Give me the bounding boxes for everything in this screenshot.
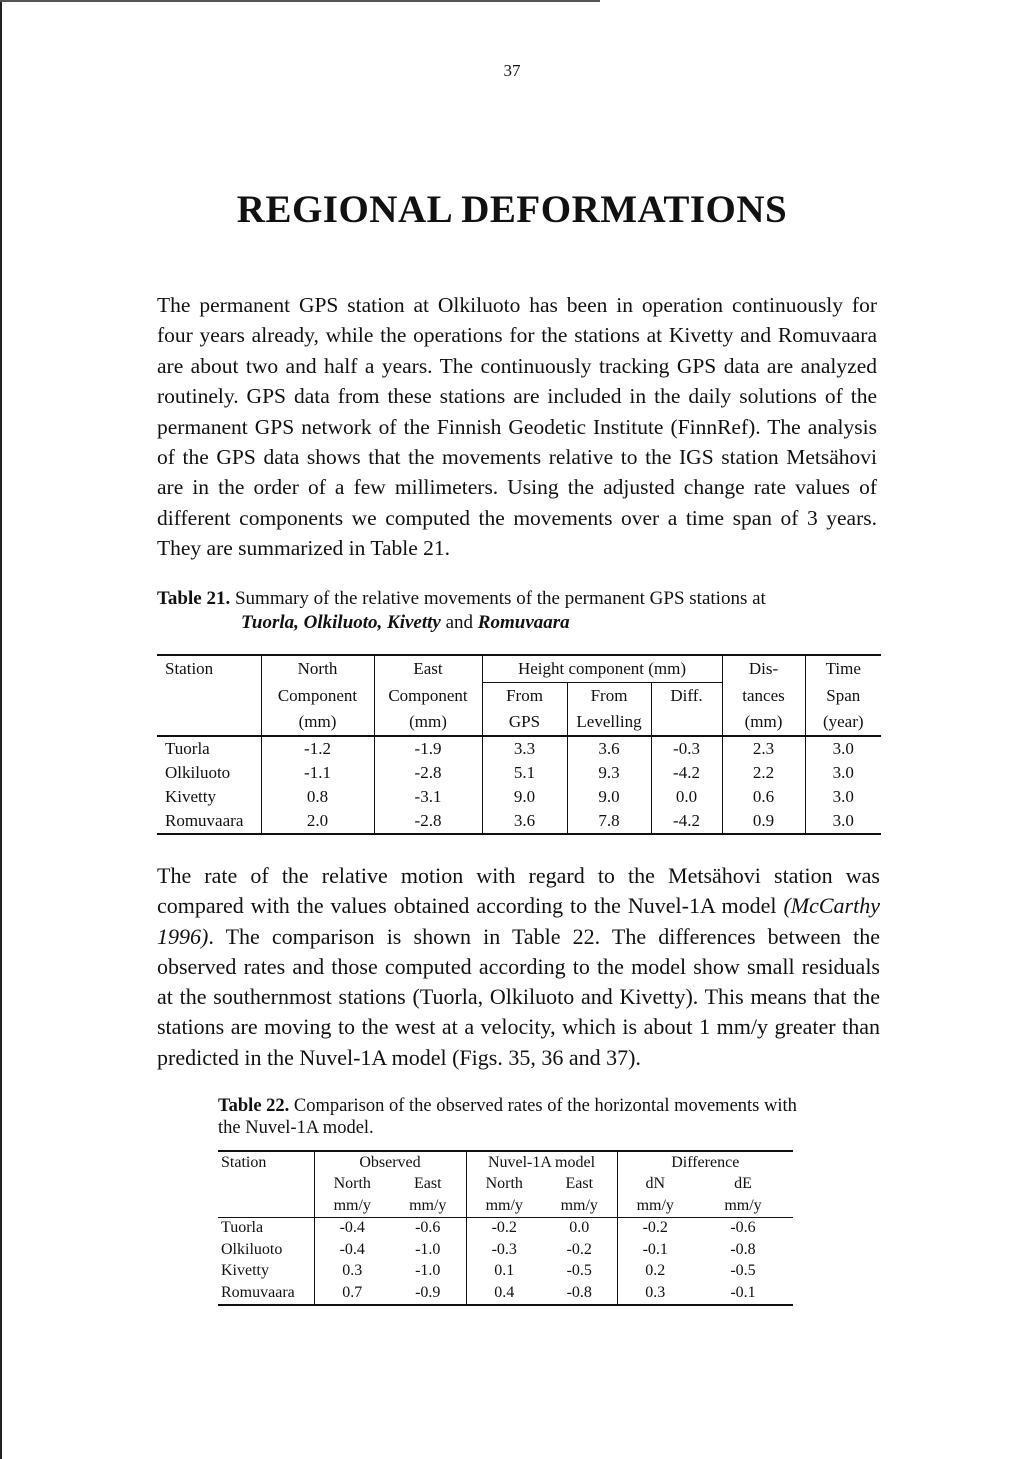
t21-h-time-3: (year) xyxy=(805,709,881,736)
t21-distances: 2.3 xyxy=(722,736,805,761)
t21-h-gps-1: From xyxy=(482,683,567,710)
table21-caption-stations: Tuorla, Olkiluoto, Kivetty xyxy=(241,612,441,633)
t22-de: -0.1 xyxy=(693,1282,793,1305)
t22-h-nuvel: Nuvel-1A model xyxy=(466,1151,617,1174)
page-number: 37 xyxy=(503,61,521,80)
t21-north: 2.0 xyxy=(261,809,374,834)
t21-time-span: 3.0 xyxy=(832,763,854,782)
paragraph2-text-b: . The comparison is shown in Table 22. The differences between the observed rates and those computed according to the model show small residuals at the southernmost stations (Tuorla, Olkiluoto and Kivetty). This means that the stations are moving to the west at a velocity, which is about 1 mm/y greater than predicted in the Nuvel-1A model (Figs. 35, 36 and 37). xyxy=(157,923,880,1070)
t22-station: Romuvaara xyxy=(218,1282,314,1305)
table21-caption-text: Summary of the relative movements of the permanent GPS stations at xyxy=(234,588,766,609)
t21-h-time-2: Span xyxy=(826,685,861,705)
t22-h-unit: mm/y xyxy=(314,1195,390,1217)
t21-levelling: 3.6 xyxy=(567,736,651,761)
t22-mod-east: -0.5 xyxy=(542,1261,617,1283)
t22-mod-north: 0.4 xyxy=(466,1282,542,1305)
table21-header-row xyxy=(157,683,881,710)
t21-levelling: 7.8 xyxy=(567,809,651,834)
table-row xyxy=(157,761,881,785)
t21-levelling: 9.3 xyxy=(567,761,651,785)
t22-mod-north: -0.3 xyxy=(491,1240,517,1258)
table21-header-row xyxy=(157,709,881,736)
t22-obs-east: -1.0 xyxy=(390,1239,466,1261)
t22-obs-east: -0.6 xyxy=(390,1217,466,1239)
section-title: REGIONAL DEFORMATIONS xyxy=(236,188,788,231)
t22-h-de: dE xyxy=(734,1175,752,1193)
t22-de: -0.6 xyxy=(730,1219,756,1237)
t22-h-difference: Difference xyxy=(617,1151,793,1174)
t22-h-mod-north: North xyxy=(485,1175,523,1193)
t21-h-station: Station xyxy=(157,655,261,683)
t22-dn: -0.2 xyxy=(642,1219,668,1237)
table22-caption-text: Comparison of the observed rates of the horizontal movements with the Nuvel-1A model. xyxy=(218,1096,797,1138)
t22-h-mod-east: East xyxy=(542,1174,617,1196)
t22-h-unit: mm/y xyxy=(390,1195,466,1217)
table22-caption xyxy=(218,1095,818,1139)
t22-mod-east: -0.8 xyxy=(542,1282,617,1305)
t21-time-span: 3.0 xyxy=(832,787,854,806)
t22-mod-east: 0.0 xyxy=(542,1217,617,1239)
t21-h-north-1: North xyxy=(261,655,374,683)
paragraph-intro: The permanent GPS station at Olkiluoto has been in operation continuously for four years already, while the operations for the stations at Kivetty and Romuvaara are about two and half a years. The continuously tracking GPS data are analyzed routinely. GPS data from these stations are included in the daily solutions of the permanent GPS network of the Finnish Geodetic Institute (FinnRef). The analysis of the GPS data shows that the movements relative to the IGS station Metsähovi are in the order of a few millimeters. Using the adjusted change rate values of different components we computed the movements over a time span of 3 years. They are summarized in Table 21. xyxy=(157,293,877,561)
t21-east: -2.8 xyxy=(374,809,482,834)
table-row xyxy=(218,1239,793,1261)
t21-north: 0.8 xyxy=(261,785,374,809)
t21-station: Tuorla xyxy=(157,736,261,761)
t21-diff: 0.0 xyxy=(651,785,722,809)
table21-caption-line2 xyxy=(157,611,857,635)
t21-station: Olkiluoto xyxy=(157,761,261,785)
t22-h-obs-east: East xyxy=(390,1174,466,1196)
t21-h-diff: Diff. xyxy=(651,683,722,710)
table21-header-row xyxy=(157,655,881,683)
t22-de: -0.8 xyxy=(730,1240,756,1258)
table21-caption-last: Romuvaara xyxy=(477,612,570,633)
table21-caption xyxy=(157,587,857,635)
t21-distances: 0.6 xyxy=(722,785,805,809)
t21-time-span: 3.0 xyxy=(805,809,881,834)
t21-gps: 3.6 xyxy=(482,809,567,834)
table22-header-row xyxy=(218,1151,793,1174)
t22-h-obs-north: North xyxy=(333,1175,371,1193)
t21-north: -1.1 xyxy=(261,761,374,785)
t22-obs-north: 0.3 xyxy=(342,1262,363,1280)
t22-station: Kivetty xyxy=(218,1261,314,1283)
t21-h-distances-1: Dis- xyxy=(722,655,805,683)
t21-levelling: 9.0 xyxy=(567,785,651,809)
t21-h-north-2: Component xyxy=(261,683,374,710)
t22-h-observed: Observed xyxy=(314,1151,466,1174)
t21-h-time-1: Time xyxy=(805,655,881,683)
scan-edge-top xyxy=(0,0,600,2)
table-row xyxy=(218,1282,793,1305)
t22-h-unit: mm/y xyxy=(693,1195,793,1217)
t22-h-dn: dN xyxy=(645,1175,666,1193)
t22-h-unit: mm/y xyxy=(617,1195,693,1217)
t21-distances: 0.9 xyxy=(722,809,805,834)
table21-caption-and: and xyxy=(445,612,474,633)
table-row xyxy=(157,785,881,809)
t21-diff: -4.2 xyxy=(651,809,722,834)
t22-obs-north: -0.4 xyxy=(339,1240,365,1258)
t21-h-height: Height component (mm) xyxy=(482,655,722,683)
paragraph-comparison xyxy=(157,861,880,1073)
t22-h-unit: mm/y xyxy=(466,1195,542,1217)
table22 xyxy=(218,1150,793,1306)
table22-header-row xyxy=(218,1174,793,1196)
t21-h-distances-3: (mm) xyxy=(722,709,805,736)
t21-east: -2.8 xyxy=(374,761,482,785)
t21-gps: 3.3 xyxy=(482,736,567,761)
t22-h-unit: mm/y xyxy=(542,1195,617,1217)
t22-station: Olkiluoto xyxy=(218,1239,314,1261)
t21-h-east-1: East xyxy=(374,655,482,683)
table-row xyxy=(157,809,881,834)
t21-h-gps-2: GPS xyxy=(482,709,567,736)
t21-h-north-3: (mm) xyxy=(261,709,374,736)
t22-dn: 0.2 xyxy=(645,1262,666,1280)
t22-dn: 0.3 xyxy=(617,1282,693,1305)
t22-de: -0.5 xyxy=(730,1262,756,1280)
table-row xyxy=(218,1217,793,1239)
paragraph2-text-a: The rate of the relative motion with regard to the Metsähovi station was compared with the values obtained according to the Nuvel-1A model xyxy=(157,863,880,919)
t21-time-span: 3.0 xyxy=(832,739,854,758)
t21-gps: 5.1 xyxy=(482,761,567,785)
table-row xyxy=(157,736,881,761)
t21-diff: -4.2 xyxy=(651,761,722,785)
citation: (McCarthy 1996) xyxy=(157,893,880,949)
t22-obs-east: -1.0 xyxy=(390,1261,466,1283)
t21-gps: 9.0 xyxy=(482,785,567,809)
t22-mod-north: -0.2 xyxy=(491,1219,517,1237)
table22-header-row xyxy=(218,1195,793,1217)
t21-h-lev-1: From xyxy=(567,683,651,710)
t21-north: -1.2 xyxy=(261,736,374,761)
table21 xyxy=(157,654,881,835)
t21-distances: 2.2 xyxy=(722,761,805,785)
t22-mod-north: 0.1 xyxy=(494,1262,515,1280)
t21-h-east-3: (mm) xyxy=(374,709,482,736)
t21-station: Romuvaara xyxy=(157,809,261,834)
t21-h-east-2: Component xyxy=(374,683,482,710)
t21-east: -3.1 xyxy=(374,785,482,809)
t21-station: Kivetty xyxy=(157,785,261,809)
t22-obs-north: -0.4 xyxy=(339,1219,365,1237)
t22-obs-north: 0.7 xyxy=(314,1282,390,1305)
t21-diff: -0.3 xyxy=(651,736,722,761)
t22-station: Tuorla xyxy=(218,1217,314,1239)
t22-dn: -0.1 xyxy=(642,1240,668,1258)
t21-east: -1.9 xyxy=(374,736,482,761)
t21-h-lev-2: Levelling xyxy=(567,709,651,736)
table22-label: Table 22. xyxy=(218,1096,290,1116)
t22-obs-east: -0.9 xyxy=(390,1282,466,1305)
t21-h-distances-2: tances xyxy=(722,683,805,710)
table-row xyxy=(218,1261,793,1283)
t22-mod-east: -0.2 xyxy=(542,1239,617,1261)
t22-h-station: Station xyxy=(218,1151,314,1174)
table21-label: Table 21. xyxy=(157,588,231,609)
